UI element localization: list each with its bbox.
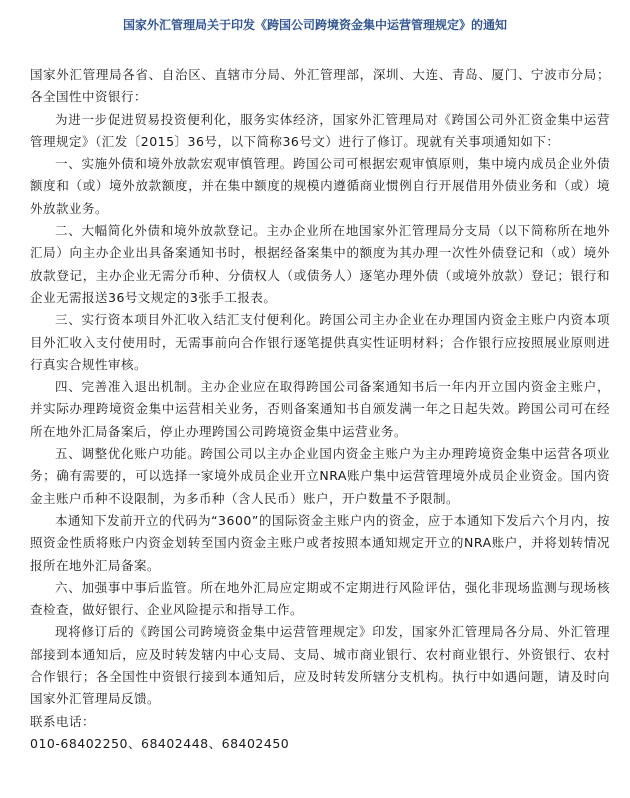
page-title: 国家外汇管理局关于印发《跨国公司跨境资金集中运营管理规定》的通知 (122, 18, 507, 32)
document-body (30, 64, 610, 755)
item-paragraph: 二、大幅简化外债和境外放款登记。主办企业所在地国家外汇管理局分支局（以下简称所在地外汇局）向主办企业出具备案通知书时，根据经备案集中的额度为其办理一次性外债登记和（或）境外放款登记，主办企业无需分币种、分债权人（或债务人）逐笔办理外债（或境外放款）登记；银行和企业无需报送36号文规定的3张手工报表。 (30, 223, 610, 305)
recipients-paragraph: 国家外汇管理局各省、自治区、直辖市分局、外汇管理部，深圳、大连、青岛、厦门、宁波市分局；各全国性中资银行： (30, 67, 610, 105)
contact-label: 联系电话： (30, 713, 96, 729)
item-paragraph: 一、实施外债和境外放款宏观审慎管理。跨国公司可根据宏观审慎原则，集中境内成员企业外债额度和（或）境外放款额度，并在集中额度的规模内遵循商业惯例自行开展借用外债业务和（或）境外放款业务。 (30, 156, 610, 216)
item-paragraph: 六、加强事中事后监管。所在地外汇局应定期或不定期进行风险评估，强化非现场监测与现场核查检查，做好银行、企业风险提示和指导工作。 (30, 579, 610, 618)
item-paragraph: 五、调整优化账户功能。跨国公司以主办企业国内资金主账户为主办理跨境资金集中运营各项业务；确有需要的，可以选择一家境外成员企业开立NRA账户集中运营管理境外成员企业资金。国内资金主账户币种不设限制，为多币种（含人民币）账户，开户数量不予限制。 (30, 446, 610, 506)
closing-paragraph: 现将修订后的《跨国公司跨境资金集中运营管理规定》印发，国家外汇管理局各分局、外汇管理部接到本通知后，应及时转发辖内中心支局、支局、城市商业银行、农村商业银行、外资银行、农村合作银行；各全国性中资银行接到本通知后，应及时转发所辖分支机构。执行中如遇问题，请及时向国家外汇管理局反馈。 (30, 624, 610, 707)
item-paragraph: 本通知下发前开立的代码为“3600”的国际资金主账户内的资金，应于本通知下发后六个月内，按照资金性质将账户内资金划转至国内资金主账户或者按照本通知规定开立的NRA账户，并将划转情况报所在地外汇局备案。 (30, 512, 610, 573)
intro-paragraph: 为进一步促进贸易投资便利化，服务实体经济，国家外汇管理局对《跨国公司外汇资金集中运营管理规定》（汇发〔2015〕36号，以下简称36号文）进行了修订。现就有关事项通知如下： (30, 111, 610, 149)
contact-phones: 010-68402250、68402448、68402450 (30, 735, 290, 751)
item-paragraph: 四、完善准入退出机制。主办企业应在取得跨国公司备案通知书后一年内开立国内资金主账户，并实际办理跨境资金集中运营相关业务，否则备案通知书自颁发满一年之日起失效。跨国公司可在经所在地外汇局备案后，停止办理跨国公司跨境资金集中运营业务。 (30, 379, 610, 439)
item-paragraph: 三、实行资本项目外汇收入结汇支付便利化。跨国公司主办企业在办理国内资金主账户内资本项目外汇收入支付使用时，无需事前向合作银行逐笔提供真实性证明材料；合作银行应按照展业原则进行真实合规性审核。 (30, 312, 610, 372)
